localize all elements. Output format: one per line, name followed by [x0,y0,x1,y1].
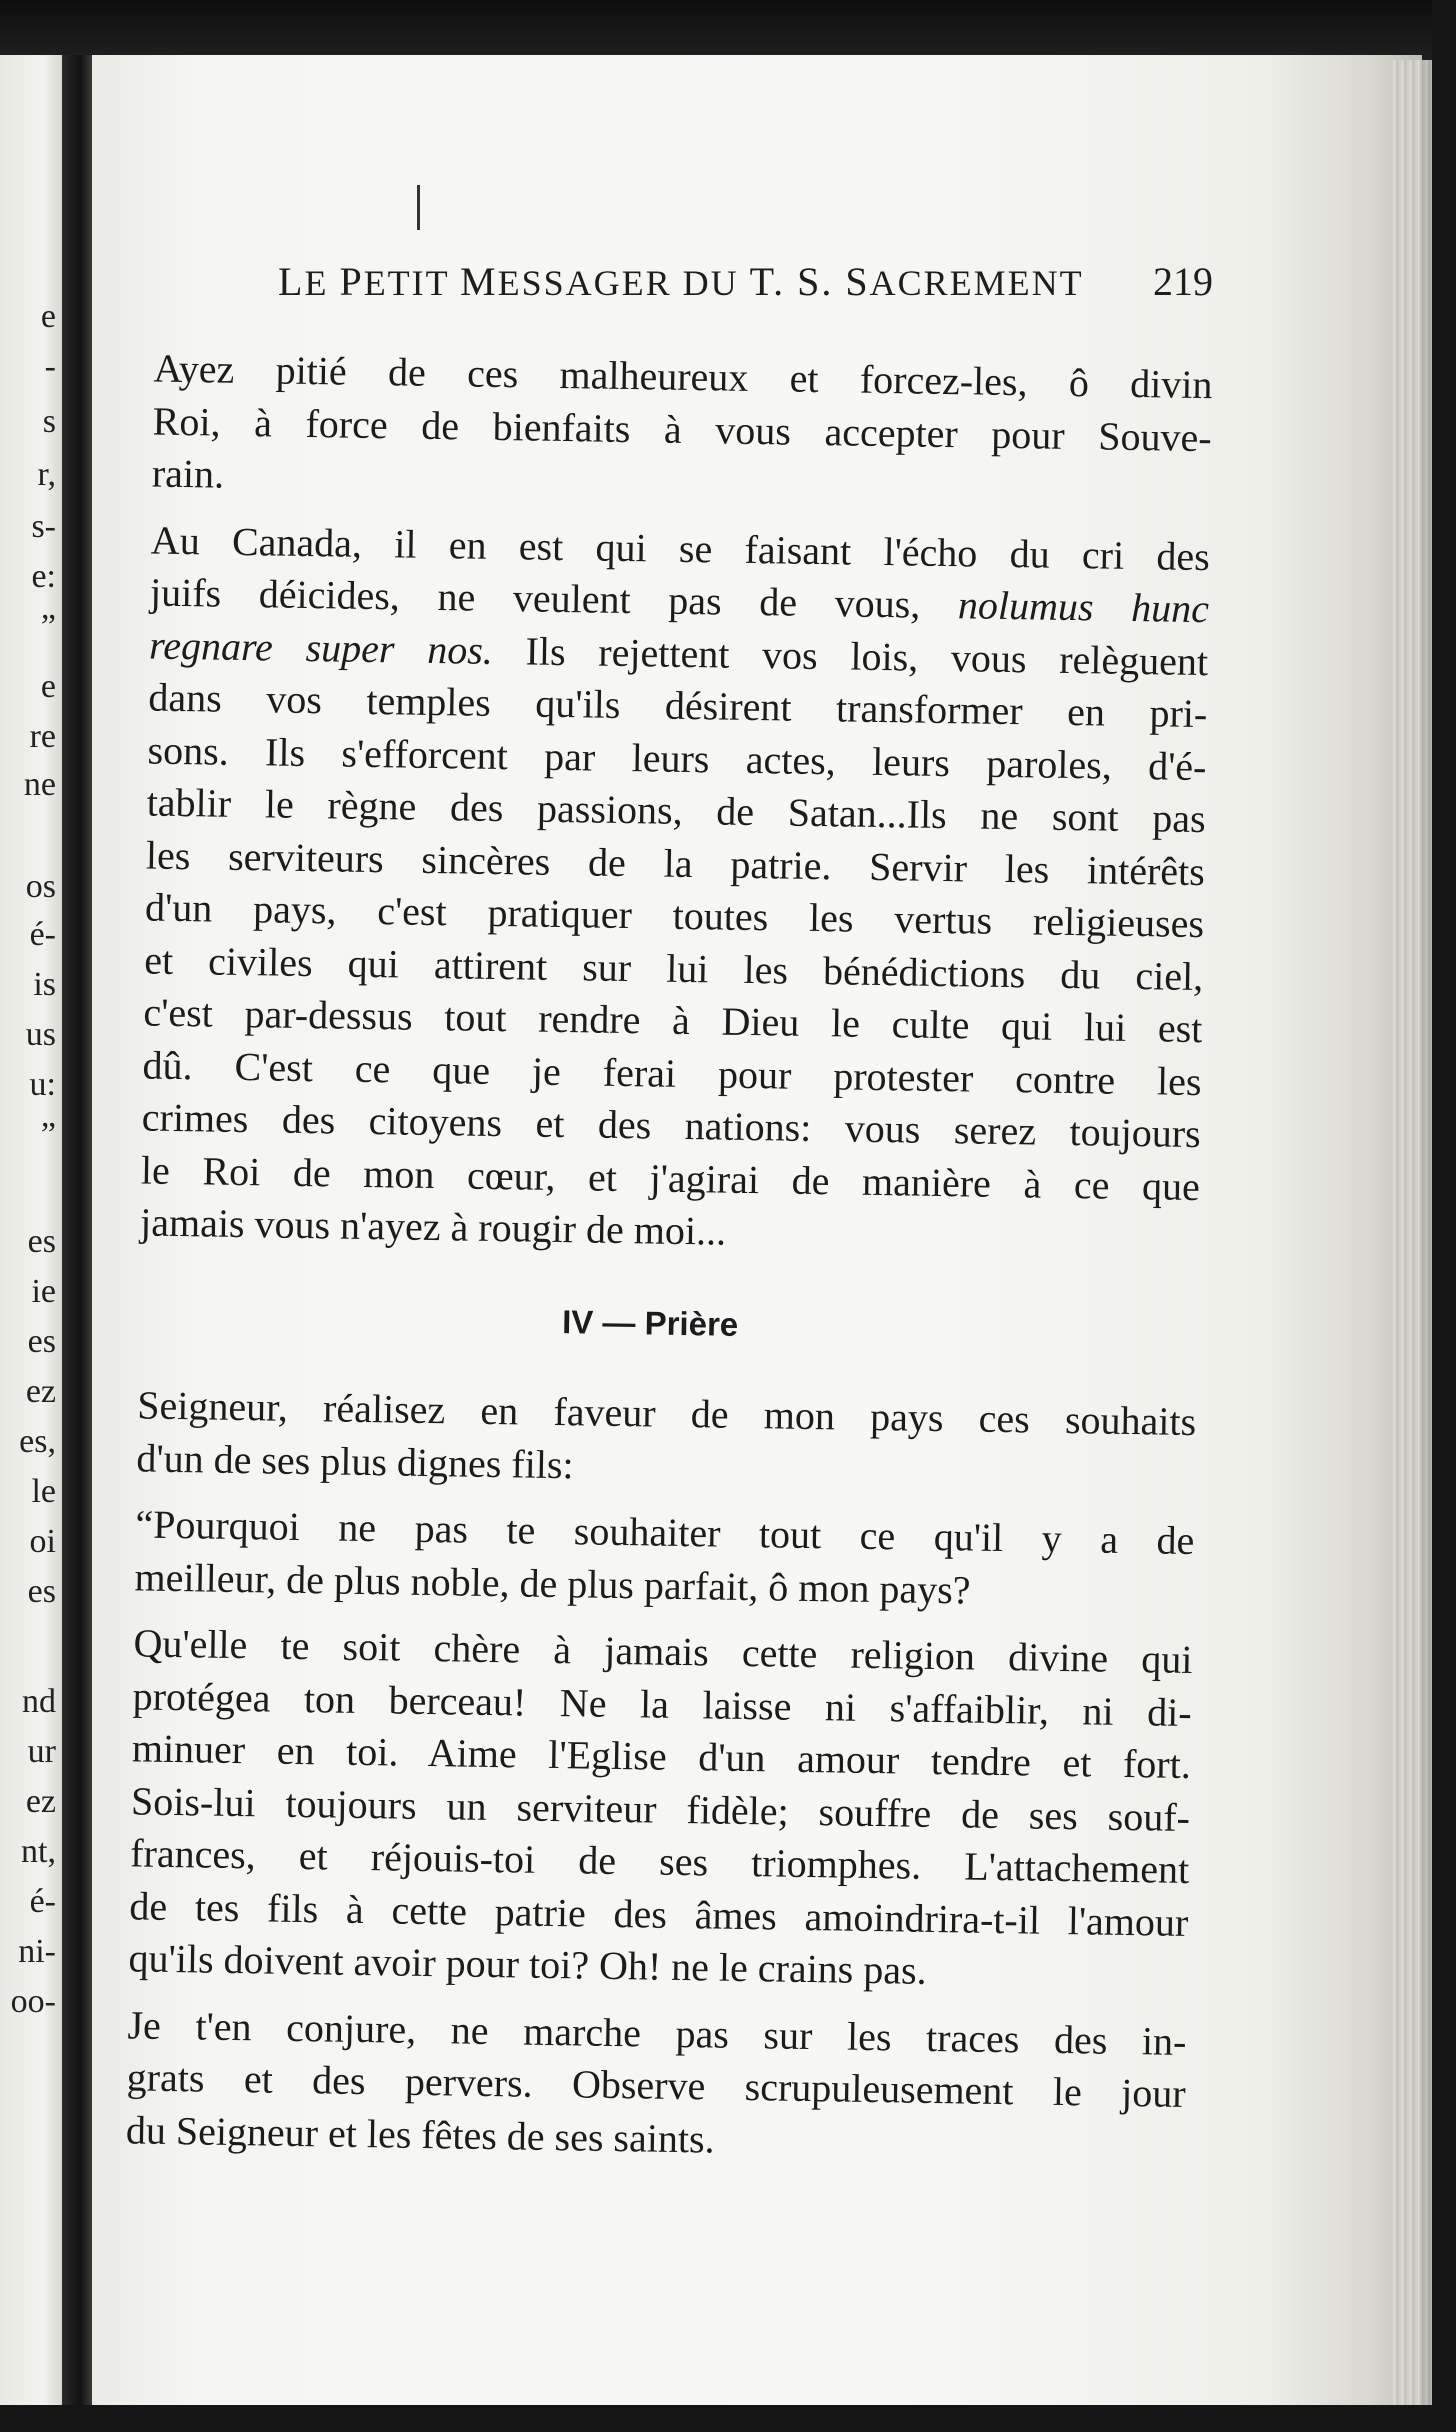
text-line: dans vos temples qu'ils désirent transformer en pri- [148,674,1208,737]
running-head [278,258,1084,305]
text-fragment: Ils rejettent vos lois, vous relèguent [492,627,1209,684]
text-line: c'est par-dessus tout rendre à Dieu le culte qui lui est [143,989,1203,1052]
text-line: Sois-lui toujours un serviteur fidèle; souffre de ses souf- [130,1777,1191,1840]
text-line: de tes fils à cette patrie des âmes amoindrira-t-il l'amour [129,1882,1189,1945]
text-line: grats et des pervers. Observe scrupuleusement le jour [126,2054,1186,2116]
latin-phrase: nolumus hunc [957,582,1210,632]
previous-page-fragment: é- [29,916,56,953]
previous-page-fragment: ez [25,1783,56,1820]
scan-right-border [1432,0,1456,2432]
previous-page-fragment: le [31,1473,56,1510]
paragraph [104,513,1210,1265]
previous-page-fragment: es [27,1223,56,1260]
text-line: Seigneur, réalisez en faveur de mon pays ces souhaits [136,1382,1197,1445]
running-head-capital: T. S. S [749,259,870,304]
previous-page-fragment: ez [25,1373,56,1410]
text-line: crimes des citoyens et des nations: vous serez toujours [141,1094,1202,1157]
previous-page-fragment: oo- [10,1983,56,2020]
paragraph [90,1998,1187,2173]
text-line: et civiles qui attirent sur lui les bénédictions du ciel, [143,936,1204,999]
section-heading: IV — Prière [561,1302,739,1343]
running-head-capital: P [339,259,364,304]
body-text [89,342,1213,2187]
previous-page-fragment: e: [31,558,56,595]
text-line: jamais vous n'ayez à rougir de moi... [139,1199,727,1254]
text-line: Ayez pitié de ces malheureux et forcez-les, ô divin [153,345,1213,408]
text-line: rain. [151,450,225,497]
text-line: tablir le règne des passions, de Satan...Ils ne sont pas [146,779,1207,842]
text-line: Qu'elle te soit chère à jamais cette religion divine qui [133,1620,1193,1683]
text-line: minuer en toi. Aime l'Eglise d'un amour tendre et fort. [131,1725,1192,1788]
previous-page-fragment: ie [31,1273,56,1310]
text-line: qu'ils doivent avoir pour toi? Oh! ne le crains pas. [128,1935,928,1993]
text-line: frances, et réjouis-toi de ses triomphes. L'attachement [129,1830,1190,1893]
text-line: Roi, à force de bienfaits à vous accepter pour Souve- [152,398,1212,460]
previous-page-fragment: oi [29,1523,56,1560]
previous-page-fragment: ” [40,1116,56,1153]
ink-mark [417,185,420,230]
text-line: Je t'en conjure, ne marche pas sur les traces des in- [127,2001,1187,2064]
text-fragment: juifs déicides, ne veulent pas de vous, [149,569,959,628]
paragraph [92,1617,1193,2002]
text-line: les serviteurs sincères de la patrie. Servir les intérêts [145,832,1206,894]
book-gutter [62,55,92,2410]
page-number: 219 [1153,259,1213,304]
previous-page-fragment: nt, [21,1833,56,1870]
paragraph [98,1498,1195,1620]
running-head-smallcaps: ETIT [363,263,460,303]
text-line: Au Canada, il en est qui se faisant l'écho du cri des [150,517,1211,579]
page-edge [1392,60,1432,2410]
previous-page-margin [0,55,62,2410]
text-line: sons. Ils s'efforcent par leurs actes, leurs paroles, d'é- [147,727,1207,789]
previous-page-fragment: os [25,868,56,905]
previous-page-fragment: s- [31,508,56,545]
text-line: “Pourquoi ne pas te souhaiter tout ce qu'il y a de [135,1501,1195,1564]
text-line: protégea ton berceau! Ne la laisse ni s'affaiblir, ni di- [132,1672,1192,1735]
previous-page-fragment: es [27,1573,56,1610]
previous-page-fragment: us [25,1016,56,1053]
running-head-smallcaps: ACREMENT [869,263,1084,303]
text-line: du Seigneur et les fêtes de ses saints. [125,2106,715,2162]
previous-page-fragment: e [40,668,56,705]
previous-page-fragment: ur [27,1733,56,1770]
previous-page-fragment: ne [23,766,56,803]
previous-page-fragment: é- [29,1883,56,1920]
text-line: dû. C'est ce que je ferai pour protester contre les [142,1041,1202,1104]
previous-page-fragment: nd [22,1683,56,1720]
running-head-smallcaps: E [304,263,340,303]
previous-page-fragment: e [40,298,56,335]
scan-bottom-border [0,2405,1456,2432]
previous-page-fragment: ni- [18,1933,56,1970]
paragraph [116,342,1213,517]
previous-page-fragment: es, [19,1423,56,1460]
latin-phrase: regnare super nos. [148,622,494,673]
text-line: le Roi de mon cœur, et j'agirai de manière à ce que [140,1146,1201,1209]
previous-page-fragment: r, [37,456,56,493]
previous-page-fragment: ” [40,608,56,645]
running-head-capital: L [278,259,305,304]
previous-page-fragment: u: [29,1066,56,1103]
running-head-capital: M [460,259,498,304]
previous-page-fragment: s [42,403,56,440]
text-line: d'un de ses plus dignes fils: [136,1434,574,1487]
previous-page-fragment: re [29,718,56,755]
paragraph [100,1379,1197,1501]
previous-page-fragment: is [33,966,56,1003]
running-head-smallcaps: ESSAGER DU [497,263,750,303]
text-line: d'un pays, c'est pratiquer toutes les vertus religieuses [144,884,1205,947]
previous-page-fragment: - [44,348,56,385]
text-line: meilleur, de plus noble, de plus parfait, ô mon pays? [134,1553,971,1613]
previous-page-fragment: es [27,1323,56,1360]
